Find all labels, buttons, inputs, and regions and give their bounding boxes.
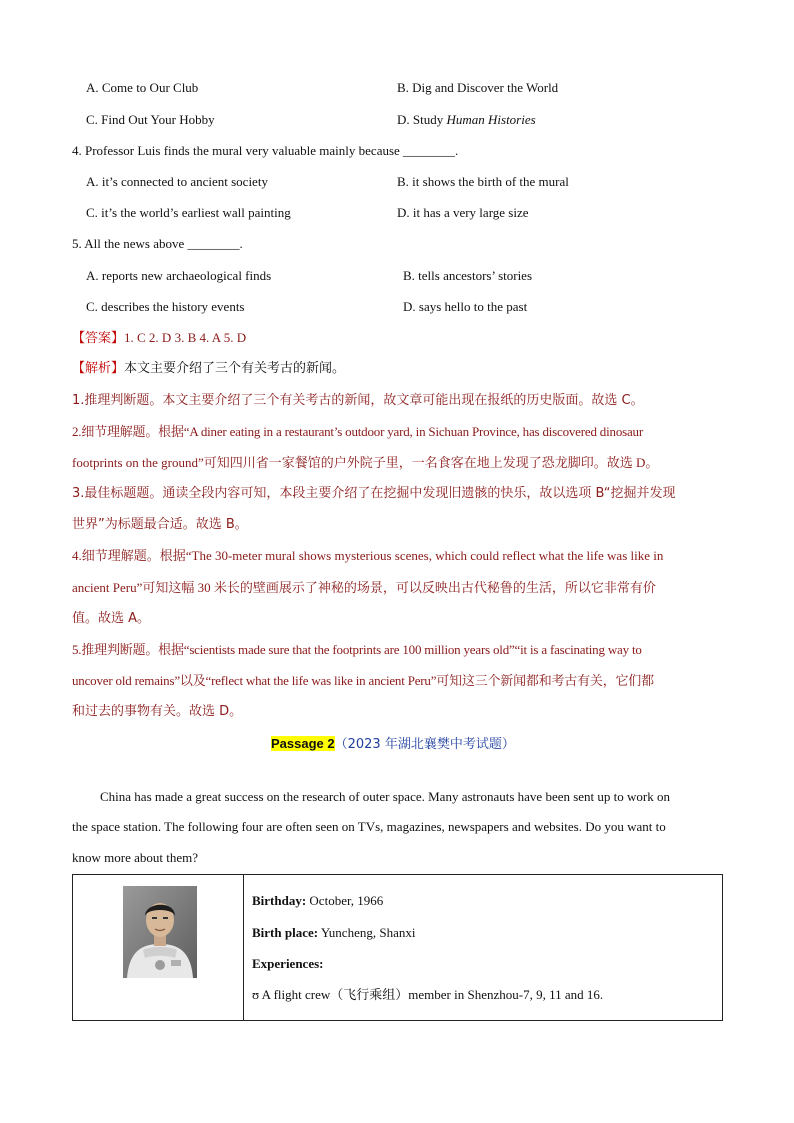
analysis-tag: 【解析】 [72,361,125,376]
q3-option-a: A. Come to Our Club [86,80,199,95]
astronaut-table [72,874,723,1021]
analysis-line: 2.细节理解题。根据“A diner eating in a restaurant’s outdoor yard, in Sichuan Province, has discovered dinosaur [72,424,643,439]
q4-stem: 4. Professor Luis finds the mural very valuable mainly because ________. [72,143,459,158]
birthday-value: October, 1966 [306,893,384,908]
birthplace-label: Birth place: [252,925,319,940]
experience-item [252,986,722,1004]
analysis-line: 1.推理判断题。本文主要介绍了三个有关考古的新闻，故文章可能出现在报纸的历史版面。故选 C。 [72,393,644,408]
q3-option-b: B. Dig and Discover the World [397,80,559,95]
answer-tag: 【答案】 [72,331,125,346]
birthday-label: Birthday: [252,893,307,908]
q3-option-d [397,111,536,129]
q3-option-d-title: Human Histories [446,112,536,127]
answer-text: 1. C 2. D 3. B 4. A 5. D [124,330,247,345]
q5-option-d: D. says hello to the past [403,299,528,314]
q5-stem: 5. All the news above ________. [72,236,243,251]
q5-option-a: A. reports new archaeological finds [86,268,272,283]
analysis-intro: 本文主要介绍了三个有关考古的新闻。 [124,361,346,376]
passage-line: know more about them? [72,850,198,865]
info-cell [244,875,723,1021]
experiences-label: Experiences: [252,956,324,971]
answer-line [72,329,246,348]
q5-option-c: C. describes the history events [86,299,245,314]
photo-cell [73,875,244,1021]
analysis-line: footprints on the ground”可知四川省一家餐馆的户外院子里，一名食客在地上发现了恐龙脚印。故选 D。 [72,455,659,470]
q4-option-a: A. it’s connected to ancient society [86,174,268,189]
analysis-line: ancient Peru”可知这幅 30 米长的壁画展示了神秘的场景，可以反映出古代秘鲁的生活，所以它非常有价 [72,580,656,595]
astronaut-photo [123,886,197,978]
analysis-line: 4.细节理解题。根据“The 30-meter mural shows mysterious scenes, which could reflect what the life was like in [72,548,664,563]
q4-option-b: B. it shows the birth of the mural [397,174,569,189]
birthday-row [252,892,722,910]
passage-line: the space station. The following four are often seen on TVs, magazines, newspapers and websites. Do you want to [72,819,666,834]
analysis-line: 3.最佳标题题。通读全段内容可知，本段主要介绍了在挖掘中发现旧遗骸的快乐，故以选项 B“挖掘并发现 [72,486,676,501]
analysis-line: 5.推理判断题。根据“scientists made sure that the footprints are 100 million years old”“it is a fascinating way to [72,642,642,657]
q4-option-d: D. it has a very large size [397,205,529,220]
passage-line: China has made a great success on the research of outer space. Many astronauts have been sent up to work on [100,789,671,804]
bullet-icon: ʊ [252,987,260,1002]
passage-heading [271,735,515,754]
birthplace-value: Yuncheng, Shanxi [318,925,416,940]
q3-option-c: C. Find Out Your Hobby [86,112,215,127]
analysis-line: 值。故选 A。 [72,611,151,626]
analysis-line: 和过去的事物有关。故选 D。 [72,704,243,719]
q4-option-c: C. it’s the world’s earliest wall painting [86,205,291,220]
analysis-intro-line [72,360,345,378]
birthplace-row [252,924,722,942]
passage-title: Passage 2 [271,736,335,751]
q5-option-b: B. tells ancestors’ stories [403,268,533,283]
experience-text: A flight crew（飞行乘组）member in Shenzhou-7, 9, 11 and 16. [259,987,604,1002]
analysis-line: 世界”为标题最合适。故选 B。 [72,517,248,532]
analysis-line: uncover old remains”以及“reflect what the life was like in ancient Peru”可知这三个新闻都和考古有关，它们都 [72,673,654,688]
q3-option-d-prefix: D. Study [397,112,447,127]
passage-source: （2023 年湖北襄樊中考试题） [334,737,515,752]
